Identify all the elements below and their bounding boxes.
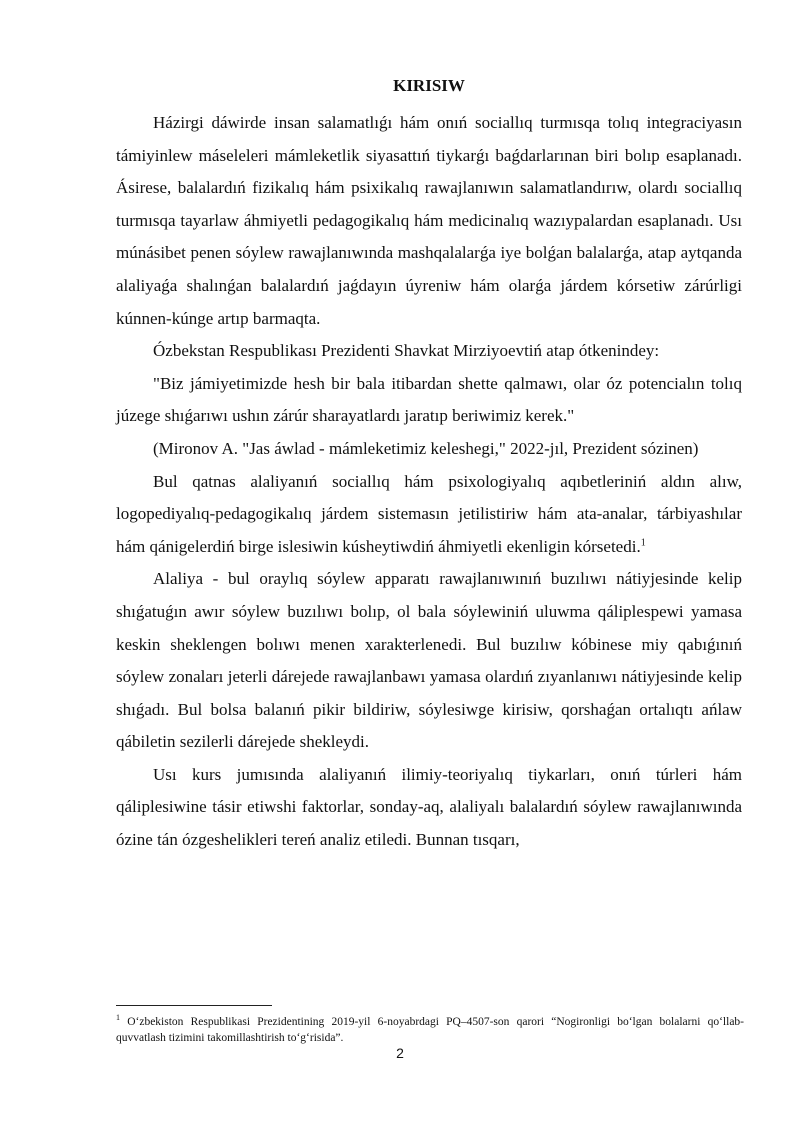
paragraph-text: Ózbekstan Respublikası Prezidenti Shavkat Mirziyoevtiń atap ótkenindey: xyxy=(153,341,660,361)
page-number: 2 xyxy=(396,1045,404,1061)
paragraph-text: Alaliya - bul oraylıq sóylew apparatı rawajlanıwınıń buzılıwı nátiyjesinde kelip shıǵatuǵın awır sóylew buzılıwı bolıp, ol bala sóylewiniń uluwma qáliplespewi yamasa keskin sheklengen bolıwı menen xarakterlenedi. Bul buzılıw kóbinese miy qabıǵınıń sóylew zonaları jeterli dárejede rawajlanbawı yamasa olardıń zıyanlanıwı nátiyjesinde kelip shıǵadı. Bul bolsa balanıń pikir bildiriw, sóylesiwge kirisiw, qorshaǵan ortalıqtı ańlaw qábiletin sezilerli dárejede shekleydi. xyxy=(116,569,742,752)
citation-paragraph xyxy=(116,433,742,466)
paragraph xyxy=(116,759,742,857)
footnote-separator xyxy=(116,1005,272,1006)
section-title: KIRISIW xyxy=(393,76,465,95)
paragraph-text: (Mironov A. "Jas áwlad - mámleketimiz keleshegi," 2022-jıl, Prezident sózinen) xyxy=(153,438,699,458)
footnote-reference[interactable]: 1 xyxy=(640,537,646,549)
body-text xyxy=(116,107,742,857)
paragraph xyxy=(116,335,742,368)
footnote xyxy=(116,1014,744,1046)
paragraph-text: Usı kurs jumısında alaliyanıń ilimiy-teoriyalıq tiykarları, onıń túrleri hám qáliplesiwine tásir etiwshi faktorlar, sonday-aq, alaliyalı balalardıń sóylew rawajlanıwında ózine tán ózgeshelikleri tereń analiz etiledi. Bunnan tısqarı, xyxy=(116,764,742,850)
paragraph-text: Bul qatnas alaliyanıń sociallıq hám psixologiyalıq aqıbetleriniń aldın alıw, logopediyalıq-pedagogikalıq járdem sistemasın jetilistiriw hám ata-analar, tárbiyashılar hám qánigelerdiń birge islesiwin kúsheytiwdiń áhmiyetli ekenligin kórsetedi. xyxy=(116,471,742,556)
paragraph xyxy=(116,107,742,335)
paragraph-text: Házirgi dáwirde insan salamatlıǵı hám onıń sociallıq turmısqa tolıq integraciyasın támiyinlew máseleleri mámleketlik siyasattıń tiykarǵı baǵdarlarınan biri bolıp esaplanadı. Ásirese, balalardıń fizikalıq hám psixikalıq rawajlanıwın salamatlandırıw, olardı sociallıq turmısqa tayarlaw áhmiyetli pedagogikalıq hám medicinalıq wazıypalardan esaplanadı. Usı múnásibet penen sóylew rawajlanıwında mashqalalarǵa iye bolǵan balalarǵa, atap aytqanda alaliyaǵa shalınǵan balalardıń jaǵdayın úyreniw hám olarǵa járdem kórsetiw zárúrligi kúnnen-kúnge artıp barmaqta. xyxy=(116,113,742,328)
paragraph xyxy=(116,466,742,564)
paragraph xyxy=(116,563,742,759)
footnote-marker: 1 xyxy=(116,1013,120,1023)
footnote-text: O‘zbekiston Respublikasi Prezidentining 2019-yil 6-noyabrdagi PQ–4507-son qarori “Nogironligi bo‘lgan bolalarni qo‘llab-quvvatlash tizimini takomillashtirish to‘g‘risida”. xyxy=(116,1016,744,1044)
quote-paragraph xyxy=(116,368,742,433)
paragraph-text: "Biz jámiyetimizde hesh bir bala itibardan shette qalmawı, olar óz potencialın tolıq júzege shıǵarıwı ushın zárúr sharayatlardı jaratıp beriwimiz kerek." xyxy=(116,373,742,426)
